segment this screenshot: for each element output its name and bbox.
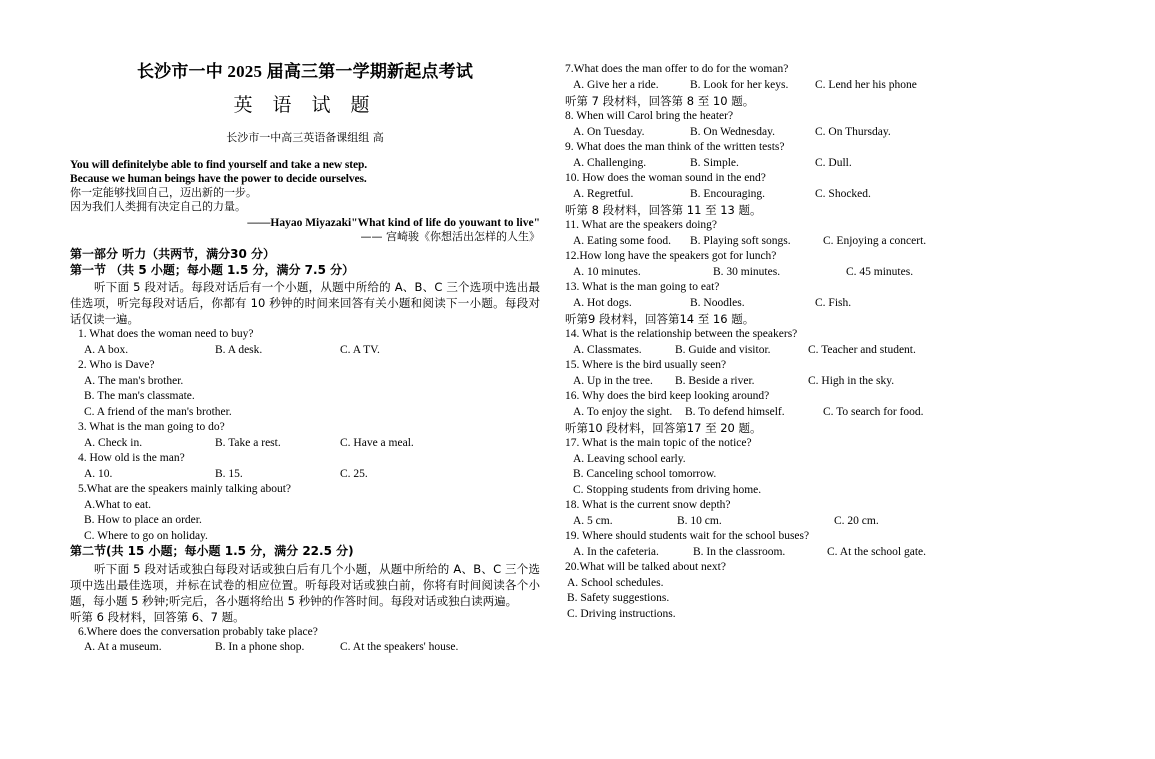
question-stem: 15. Where is the bird usually seen? xyxy=(565,359,727,371)
option-a[interactable]: A. Challenging. xyxy=(573,156,647,169)
option-a[interactable]: A. School schedules. xyxy=(567,576,664,589)
epigraph-en-line-2: Because we human beings have the power to decide ourselves. xyxy=(70,172,367,185)
option-a[interactable]: A. To enjoy the sight. xyxy=(573,405,673,418)
question-options xyxy=(565,125,1035,141)
option-c[interactable]: C. 20 cm. xyxy=(834,514,879,527)
option-b[interactable]: B. Safety suggestions. xyxy=(567,592,670,604)
option-c[interactable]: C. Shocked. xyxy=(815,187,871,200)
option-b[interactable]: B. 30 minutes. xyxy=(713,265,781,278)
option-a[interactable]: A. 10. xyxy=(84,467,113,480)
option-a[interactable]: A. Eating some food. xyxy=(573,234,672,247)
left-column xyxy=(70,0,540,656)
question-stem: 12.How long have the speakers got for lunch? xyxy=(565,250,777,262)
section-2-instruction: 听下面 5 段对话或独白每段对话或独白后有几个小题，从题中所给的 A、B、C 三个选项中选出最佳选项，并标在试卷的相应位置。听每段对话或独白前，你将有时间阅读各个小题，每小题 5 秒钟;听完后，各小题将给出 5 秒钟的作答时间。每段对话或独白读两遍。 xyxy=(70,561,540,608)
option-b[interactable]: B. In the classroom. xyxy=(693,545,786,558)
part-1-heading: 第一部分 听力（共两节，满分30 分） xyxy=(70,247,276,261)
question-stem: 2. Who is Dave? xyxy=(78,359,155,371)
option-c[interactable]: C. Stopping students from driving home. xyxy=(573,483,762,496)
option-c[interactable]: C. Teacher and student. xyxy=(808,343,916,356)
option-a[interactable]: A. At a museum. xyxy=(84,641,162,653)
question-stem: 11. What are the speakers doing? xyxy=(565,219,717,231)
option-c[interactable]: C. A friend of the man's brother. xyxy=(84,405,232,418)
question-stem: 16. Why does the bird keep looking around? xyxy=(565,390,770,402)
option-b[interactable]: B. Simple. xyxy=(690,156,739,169)
option-c[interactable]: C. Enjoying a concert. xyxy=(823,234,927,247)
option-a[interactable]: A. Hot dogs. xyxy=(573,296,632,309)
option-c[interactable]: C. Driving instructions. xyxy=(567,607,676,620)
question-options xyxy=(565,187,1035,203)
option-b[interactable]: B. Take a rest. xyxy=(215,436,281,449)
option-b[interactable]: B. On Wednesday. xyxy=(690,125,775,138)
question-options xyxy=(565,343,1035,359)
department-line: 长沙市一中高三英语备课组组 高 xyxy=(226,131,384,144)
option-a[interactable]: A. A box. xyxy=(84,343,129,356)
option-b[interactable]: B. To defend himself. xyxy=(685,405,785,418)
question-stem: 9. What does the man think of the written tests? xyxy=(565,141,785,153)
option-c[interactable]: C. At the speakers' house. xyxy=(340,641,459,653)
option-a[interactable]: A. In the cafeteria. xyxy=(573,545,659,558)
option-a[interactable]: A. 10 minutes. xyxy=(573,265,641,278)
question-options xyxy=(565,374,1035,390)
option-a[interactable]: A. 5 cm. xyxy=(573,514,613,527)
option-a[interactable]: A. On Tuesday. xyxy=(573,125,645,138)
option-a[interactable]: A. Give her a ride. xyxy=(573,78,659,91)
question-stem: 14. What is the relationship between the speakers? xyxy=(565,328,798,340)
question-stem: 1. What does the woman need to buy? xyxy=(78,328,254,340)
question-stem: 7.What does the man offer to do for the woman? xyxy=(565,63,789,75)
section-1-heading: 第一节 （共 5 小题；每小题 1.5 分，满分 7.5 分） xyxy=(70,262,355,277)
question-options xyxy=(70,436,540,452)
question-stem: 3. What is the man going to do? xyxy=(78,421,225,433)
option-c[interactable]: C. Where to go on holiday. xyxy=(84,529,208,542)
question-stem: 20.What will be talked about next? xyxy=(565,561,726,573)
question-options xyxy=(565,265,1035,281)
page-subtitle: 英 语 试 题 xyxy=(233,94,377,116)
option-b[interactable]: B. In a phone shop. xyxy=(215,641,305,653)
option-b[interactable]: B. How to place an order. xyxy=(84,514,202,526)
epigraph-zh-line-1: 你一定能够找回自己，迈出新的一步。 xyxy=(70,186,257,199)
question-stem: 19. Where should students wait for the school buses? xyxy=(565,530,810,542)
question-stem: 6.Where does the conversation probably take place? xyxy=(78,625,318,638)
question-options xyxy=(70,467,540,483)
question-stem: 10. How does the woman sound in the end? xyxy=(565,172,766,184)
question-stem: 18. What is the current snow depth? xyxy=(565,499,731,511)
option-a[interactable]: A. Up in the tree. xyxy=(573,374,653,387)
option-a[interactable]: A. Classmates. xyxy=(573,343,642,356)
option-b[interactable]: B. Canceling school tomorrow. xyxy=(573,468,717,480)
epigraph-attribution-zh: —— 宫崎骏《你想活出怎样的人生》 xyxy=(360,230,540,243)
option-c[interactable]: C. 25. xyxy=(340,467,368,480)
question-stem: 13. What is the man going to eat? xyxy=(565,281,720,293)
option-c[interactable]: C. Dull. xyxy=(815,156,852,169)
question-options xyxy=(565,405,1035,421)
option-c[interactable]: C. At the school gate. xyxy=(827,545,927,558)
listening-cue-material-8: 听第 8 段材料，回答第 11 至 13 题。 xyxy=(565,203,762,217)
option-b[interactable]: B. Encouraging. xyxy=(690,187,766,200)
question-options xyxy=(565,296,1035,312)
epigraph-attribution-en: ——Hayao Miyazaki"What kind of life do youwant to live" xyxy=(247,217,540,229)
epigraph-zh-line-2: 因为我们人类拥有决定自己的力量。 xyxy=(70,200,246,213)
option-b[interactable]: B. Guide and visitor. xyxy=(675,343,771,356)
question-options xyxy=(565,514,1035,530)
section-1-instruction: 听下面 5 段对话。每段对话后有一个小题，从题中所给的 A、B、C 三个选项中选出最佳选项，听完每段对话后，你都有 10 秒钟的时间来回答有关小题和阅读下一小题。每段对话仅读一遍。 xyxy=(70,280,540,326)
option-c[interactable]: C. On Thursday. xyxy=(815,125,891,138)
question-options xyxy=(565,545,1035,561)
listening-cue-material-10: 听第10 段材料，回答第17 至 20 题。 xyxy=(565,421,762,435)
right-column xyxy=(565,0,1035,622)
question-stem: 5.What are the speakers mainly talking about? xyxy=(78,483,291,495)
option-c[interactable]: C. To search for food. xyxy=(823,405,924,418)
option-b[interactable]: B. The man's classmate. xyxy=(84,390,195,402)
section-2-heading: 第二节(共 15 小题；每小题 1.5 分，满分 22.5 分) xyxy=(70,544,354,558)
question-stem: 17. What is the main topic of the notice? xyxy=(565,437,752,449)
option-b[interactable]: B. 10 cm. xyxy=(677,514,722,527)
question-stem: 4. How old is the man? xyxy=(78,452,185,464)
listening-cue-material-7: 听第 7 段材料，回答第 8 至 10 题。 xyxy=(565,94,755,108)
question-options xyxy=(70,343,540,359)
page-title: 长沙市一中 2025 届高三第一学期新起点考试 xyxy=(136,62,474,81)
listening-cue-material-9: 听第9 段材料，回答第14 至 16 题。 xyxy=(565,312,755,326)
option-b[interactable]: B. Look for her keys. xyxy=(690,78,789,91)
epigraph xyxy=(70,159,540,244)
option-a[interactable]: A. The man's brother. xyxy=(84,374,184,387)
option-c[interactable]: C. High in the sky. xyxy=(808,374,895,387)
option-b[interactable]: B. A desk. xyxy=(215,343,263,356)
listening-cue-material-6: 听第 6 段材料，回答第 6、7 题。 xyxy=(70,609,245,624)
option-c[interactable]: C. Lend her his phone xyxy=(815,78,917,91)
option-a[interactable]: A.What to eat. xyxy=(84,498,152,511)
option-c[interactable]: C. A TV. xyxy=(340,343,380,356)
option-b[interactable]: B. Beside a river. xyxy=(675,374,755,387)
question-options xyxy=(565,78,1035,94)
option-c[interactable]: C. 45 minutes. xyxy=(846,265,914,278)
option-a[interactable]: A. Regretful. xyxy=(573,187,634,200)
question-options xyxy=(565,156,1035,172)
epigraph-en-line-1: You will definitelybe able to find yourself and take a new step. xyxy=(70,159,368,171)
question-stem: 8. When will Carol bring the heater? xyxy=(565,110,734,122)
option-b[interactable]: B. Playing soft songs. xyxy=(690,234,791,247)
option-a[interactable]: A. Leaving school early. xyxy=(573,452,686,465)
question-options xyxy=(565,234,1035,250)
question-options xyxy=(70,640,540,656)
option-c[interactable]: C. Fish. xyxy=(815,296,852,309)
option-b[interactable]: B. 15. xyxy=(215,467,243,480)
option-a[interactable]: A. Check in. xyxy=(84,436,143,449)
option-b[interactable]: B. Noodles. xyxy=(690,296,745,309)
option-c[interactable]: C. Have a meal. xyxy=(340,436,414,449)
